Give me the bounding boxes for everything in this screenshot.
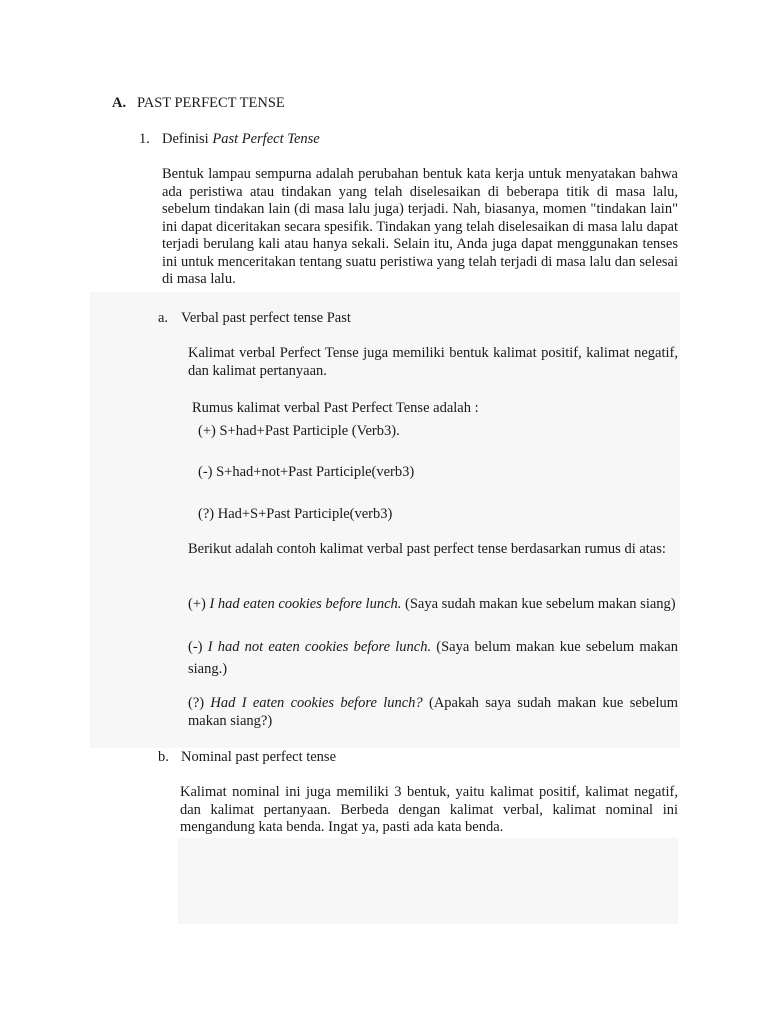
example-positive-sign: (+) (188, 596, 206, 612)
examples-intro: Berikut adalah contoh kalimat verbal past perfect tense berdasarkan rumus di atas: (188, 541, 666, 557)
definition-heading-prefix: Definisi (162, 131, 209, 147)
verbal-intro-paragraph: Kalimat verbal Perfect Tense juga memiliki bentuk kalimat positif, kalimat negatif, dan kalimat pertanyaan. (188, 345, 678, 379)
rumus-intro: Rumus kalimat verbal Past Perfect Tense adalah : (192, 400, 479, 416)
nominal-marker: b. (158, 749, 169, 765)
example-positive-sentence: I had eaten cookies before lunch. (209, 596, 402, 612)
verbal-heading: Verbal past perfect tense Past (181, 310, 351, 326)
nominal-paragraph: Kalimat nominal ini juga memiliki 3 bentuk, yaitu kalimat positif, kalimat negatif, dan kalimat pertanyaan. Berbeda dengan kalimat verbal, kalimat nominal ini mengandung kata benda. Ingat ya, pasti ada kata benda. (180, 784, 678, 835)
formula-positive: (+) S+had+Past Participle (Verb3). (198, 423, 400, 439)
example-question-sentence: Had I eaten cookies before lunch? (210, 695, 423, 711)
example-question (188, 695, 678, 730)
example-negative-sign: (-) (188, 639, 203, 655)
definition-heading (162, 130, 320, 148)
example-positive (188, 596, 678, 614)
example-negative-translation: (Saya belum makan kue sebelum makan siang.) (188, 639, 678, 677)
shaded-region-nominal (178, 838, 678, 924)
nominal-heading: Nominal past perfect tense (181, 749, 337, 765)
section-marker: A. (112, 95, 127, 111)
definition-paragraph: Bentuk lampau sempurna adalah perubahan bentuk kata kerja untuk menyatakan bahwa ada peristiwa atau tindakan yang telah diselesaikan di beberapa titik di masa lalu, sebelum tindakan lain (di masa lalu juga) terjadi. Nah, biasanya, momen "tindakan lain" ini dapat diceritakan secara spesifik. Tindakan yang telah diselesaikan di masa lalu dapat terjadi berulang kali atau hanya sekali. Selain itu, Anda juga dapat menggunakan tenses ini untuk menceritakan tentang suatu peristiwa yang telah terjadi di masa lalu dan selesai di masa lalu. (162, 166, 678, 287)
verbal-marker: a. (158, 310, 169, 326)
definition-number: 1. (139, 131, 150, 147)
formula-negative: (-) S+had+not+Past Participle(verb3) (198, 464, 415, 480)
example-question-translation: (Apakah saya sudah makan kue sebelum makan siang?) (188, 695, 679, 729)
formula-question: (?) Had+S+Past Participle(verb3) (198, 506, 393, 522)
section-title: PAST PERFECT TENSE (137, 95, 285, 111)
definition-heading-italic: Past Perfect Tense (212, 131, 320, 147)
example-positive-translation: (Saya sudah makan kue sebelum makan siang) (405, 596, 676, 612)
example-negative (188, 636, 678, 680)
example-negative-sentence: I had not eaten cookies before lunch. (207, 639, 432, 655)
example-question-sign: (?) (188, 695, 205, 711)
